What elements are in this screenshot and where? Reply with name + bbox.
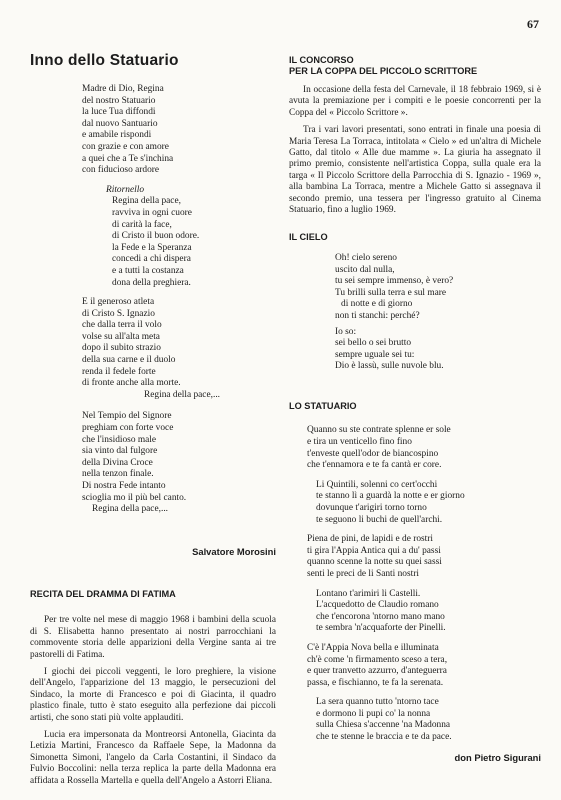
poem-line: a quei che a Te s'inchina — [82, 153, 174, 164]
poem-line: scioglia mo il più bel canto. — [82, 492, 187, 503]
poem-line: Di nostra Fede intanto — [82, 481, 166, 491]
inno-poem — [30, 84, 276, 516]
poem-line: t'enveste quell'odor de biancospino — [307, 448, 439, 459]
cielo-poem — [289, 253, 541, 373]
refrain-label: Ritornello — [106, 184, 145, 195]
statuario-stanza-2 — [307, 480, 541, 526]
poem-line: di fronte anche alla morte. — [82, 378, 181, 389]
poem-line: dona della preghiera. — [112, 277, 191, 288]
cielo-stanza-1 — [335, 253, 541, 323]
poem-line: ti gira l'Appia Antica qui a du' passi — [307, 545, 441, 556]
statuario-title: LO STATUARIO — [289, 400, 357, 411]
poem-line: passa, e fischianno, te fa la serenata. — [307, 677, 444, 688]
inno-author: Salvatore Morosini — [192, 545, 276, 557]
poem-line: dopo il subito strazio — [82, 343, 161, 354]
poem-line: concedi a chi dispera — [112, 254, 191, 265]
poem-line: nella tenzon finale. — [82, 469, 154, 480]
poem-line: e a tutti la costanza — [112, 265, 184, 276]
poem-line: preghiam con forte voce — [82, 423, 174, 434]
poem-line: Oh! cielo sereno — [335, 252, 397, 263]
poem-line: sempre uguale sei tu: — [335, 349, 415, 360]
statuario-poem — [289, 425, 541, 743]
poem-line: Piena de pini, de lapidi e de rostri — [307, 534, 434, 545]
poem-line: che t'encorona 'ntorno mano mano — [316, 611, 445, 622]
poem-line: senti le preci de li Santi nostri — [307, 568, 419, 579]
cielo-stanza-2 — [335, 327, 541, 373]
poem-line: Tu brilli sulla terra e sul mare — [335, 287, 447, 298]
concorso-paragraph: Tra i vari lavori presentati, sono entrati in finale una poesia di Maria Teresa La Torraca, intitolata « Cielo » ed un'altra di Michele Gatto, dal titolo « Alle due mamme ». La giuria ha assegnato il primo premio, consistente nell'artistica Coppa, sulla quale era la targa « Il Piccolo Scrittore della Parrocchia di S. Ignazio - 1969 », alla bambina La Torraca, mentre a Michele Gatto si assegnava il secondo premio, una tessera per l'ingresso gratuito al Cinema Statuario, fino a luglio 1969. — [289, 125, 541, 216]
poem-line: con fiducioso ardore — [82, 165, 160, 176]
poem-line: che te stenne le braccia e te da pace. — [316, 732, 452, 743]
poem-line: che dalla terra il volo — [82, 320, 162, 331]
poem-line: volse su all'alta meta — [82, 331, 160, 342]
cielo-title: IL CIELO — [289, 232, 328, 243]
statuario-stanza-1 — [307, 425, 541, 471]
inno-stanza-3 — [82, 411, 276, 515]
statuario-author: don Pietro Sigurani — [454, 751, 541, 763]
poem-line: del nostro Statuario — [82, 95, 156, 106]
left-column — [30, 52, 276, 787]
poem-line: te sembra 'n'acquaforte der Pinelli. — [316, 623, 446, 634]
recita-paragraph: Per tre volte nel mese di maggio 1968 i bambini della scuola di S. Elisabetta hanno presentato ai nostri parrocchiani la commovente storia delle apparizioni della Vergine santa ai tre pastorelli di Fatima. — [30, 615, 276, 660]
page-number: 67 — [527, 17, 539, 31]
poem-line: con grazie e con amore — [82, 141, 169, 152]
poem-line: renda il fedele forte — [82, 366, 156, 377]
poem-line: Lontano t'arimiri li Castelli. — [316, 588, 421, 599]
poem-line: sia vinto dal fulgore — [82, 446, 158, 457]
poem-line: ch'è come 'n firmamento sceso a tera, — [307, 654, 448, 665]
poem-line: la luce Tua diffondi — [82, 107, 156, 118]
poem-line: tu sei sempre immenso, è vero? — [335, 276, 454, 287]
poem-line: di Cristo S. Ignazio — [82, 308, 155, 319]
poem-line: te stanno lì a guardà la notte e er giorno — [316, 491, 465, 502]
poem-line: che t'ennamora e te fa cantà er core. — [307, 460, 442, 471]
poem-line: Madre di Dio, Regina — [82, 84, 164, 94]
poem-line: della sua carne e il duolo — [82, 355, 176, 366]
inno-title: Inno dello Statuario — [30, 52, 179, 69]
poem-line: E il generoso atleta — [82, 297, 155, 308]
poem-line: Quanno su ste contrate splenne er sole — [307, 425, 451, 436]
poem-line: Dio è lassù, sulle nuvole blu. — [335, 361, 444, 372]
statuario-stanza-5 — [307, 643, 541, 689]
refrain-reprise: Regina della pace,... — [92, 504, 169, 515]
poem-line: di notte e di giorno — [341, 299, 413, 310]
statuario-stanza-3 — [307, 534, 541, 580]
inno-stanza-2 — [82, 297, 276, 401]
poem-line: dal nuovo Santuario — [82, 118, 158, 129]
poem-line: ravviva in ogni cuore — [112, 207, 192, 218]
poem-line: che l'insidioso male — [82, 434, 157, 445]
poem-line: e amabile rispondi — [82, 130, 152, 141]
recita-paragraph: Lucia era impersonata da Montreorsi Antonella, Giacinta da Letizia Martini, Francesco da Raffaele Sepe, la Madonna da Simonetta Simoni, l'angelo da Carla Costantini, il Sindaco da Fulvio Boccolini: nella terza replica la parte della Madonna era affidata a Rossella Martella e quella dell'Angelo a Astorri Eliana. — [30, 729, 276, 786]
poem-line: La sera quanno tutto 'ntorno tace — [316, 697, 439, 708]
poem-line: non ti stanchi: perché? — [335, 310, 420, 321]
poem-line: L'acquedotto de Claudio romano — [316, 600, 439, 611]
poem-line: e tira un venticello fino fino — [307, 437, 412, 447]
statuario-stanza-6 — [307, 697, 541, 743]
poem-line: e quer tranvetto azzurro, d'anteguerra — [307, 666, 447, 677]
poem-line: dovunque t'arigiri torno torno — [316, 502, 427, 513]
poem-line: di Cristo il buon odore. — [112, 231, 200, 242]
poem-line: di carità la face, — [112, 219, 172, 230]
poem-line: sulla Chiesa s'accenne 'na Madonna — [316, 720, 451, 731]
concorso-paragraph: In occasione della festa del Carnevale, il 18 febbraio 1969, si è avuta la premiazione per i compiti e le poesie concorrenti per la Coppa del « Piccolo Scrittore ». — [289, 85, 541, 118]
poem-line: quanno scenne la notte su quei sassi — [307, 557, 442, 568]
poem-line: la Fede e la Speranza — [112, 242, 192, 253]
poem-line: sei bello o sei brutto — [335, 338, 412, 349]
poem-line: te seguono li buchi de quell'archi. — [316, 514, 443, 525]
poem-line: della Divina Croce — [82, 457, 153, 468]
poem-line: Nel Tempio del Signore — [82, 411, 172, 422]
concorso-title-line-2: PER LA COPPA DEL PICCOLO SCRITTORE — [289, 65, 478, 76]
concorso-title-line-1: IL CONCORSO — [289, 55, 354, 65]
refrain-reprise: Regina della pace,... — [144, 389, 221, 400]
right-column — [289, 55, 541, 763]
poem-line: uscito dal nulla, — [335, 264, 395, 275]
poem-line: Regina della pace, — [112, 196, 181, 207]
poem-line: e dormono li pupi co' la nonna — [316, 708, 431, 719]
poem-line: Io so: — [335, 326, 357, 337]
poem-line: C'è l'Appia Nova bella e illuminata — [307, 642, 439, 653]
recita-paragraph: I giochi dei piccoli veggenti, le loro preghiere, la visione dell'Angelo, l'apparizione del 13 maggio, le persecuzioni del Sindaco, la morte di Francesco e poi di Giacinta, il quadro plastico finale, tutto è stato eseguito alla perfezione dai piccoli artisti, che sono stati più volte applauditi. — [30, 666, 276, 723]
inno-refrain — [82, 185, 276, 289]
inno-stanza-1 — [82, 84, 276, 177]
recita-title: RECITA DEL DRAMMA DI FATIMA — [30, 588, 176, 599]
statuario-stanza-4 — [307, 589, 541, 635]
poem-line: Li Quintili, solenni co cert'occhi — [316, 479, 438, 490]
